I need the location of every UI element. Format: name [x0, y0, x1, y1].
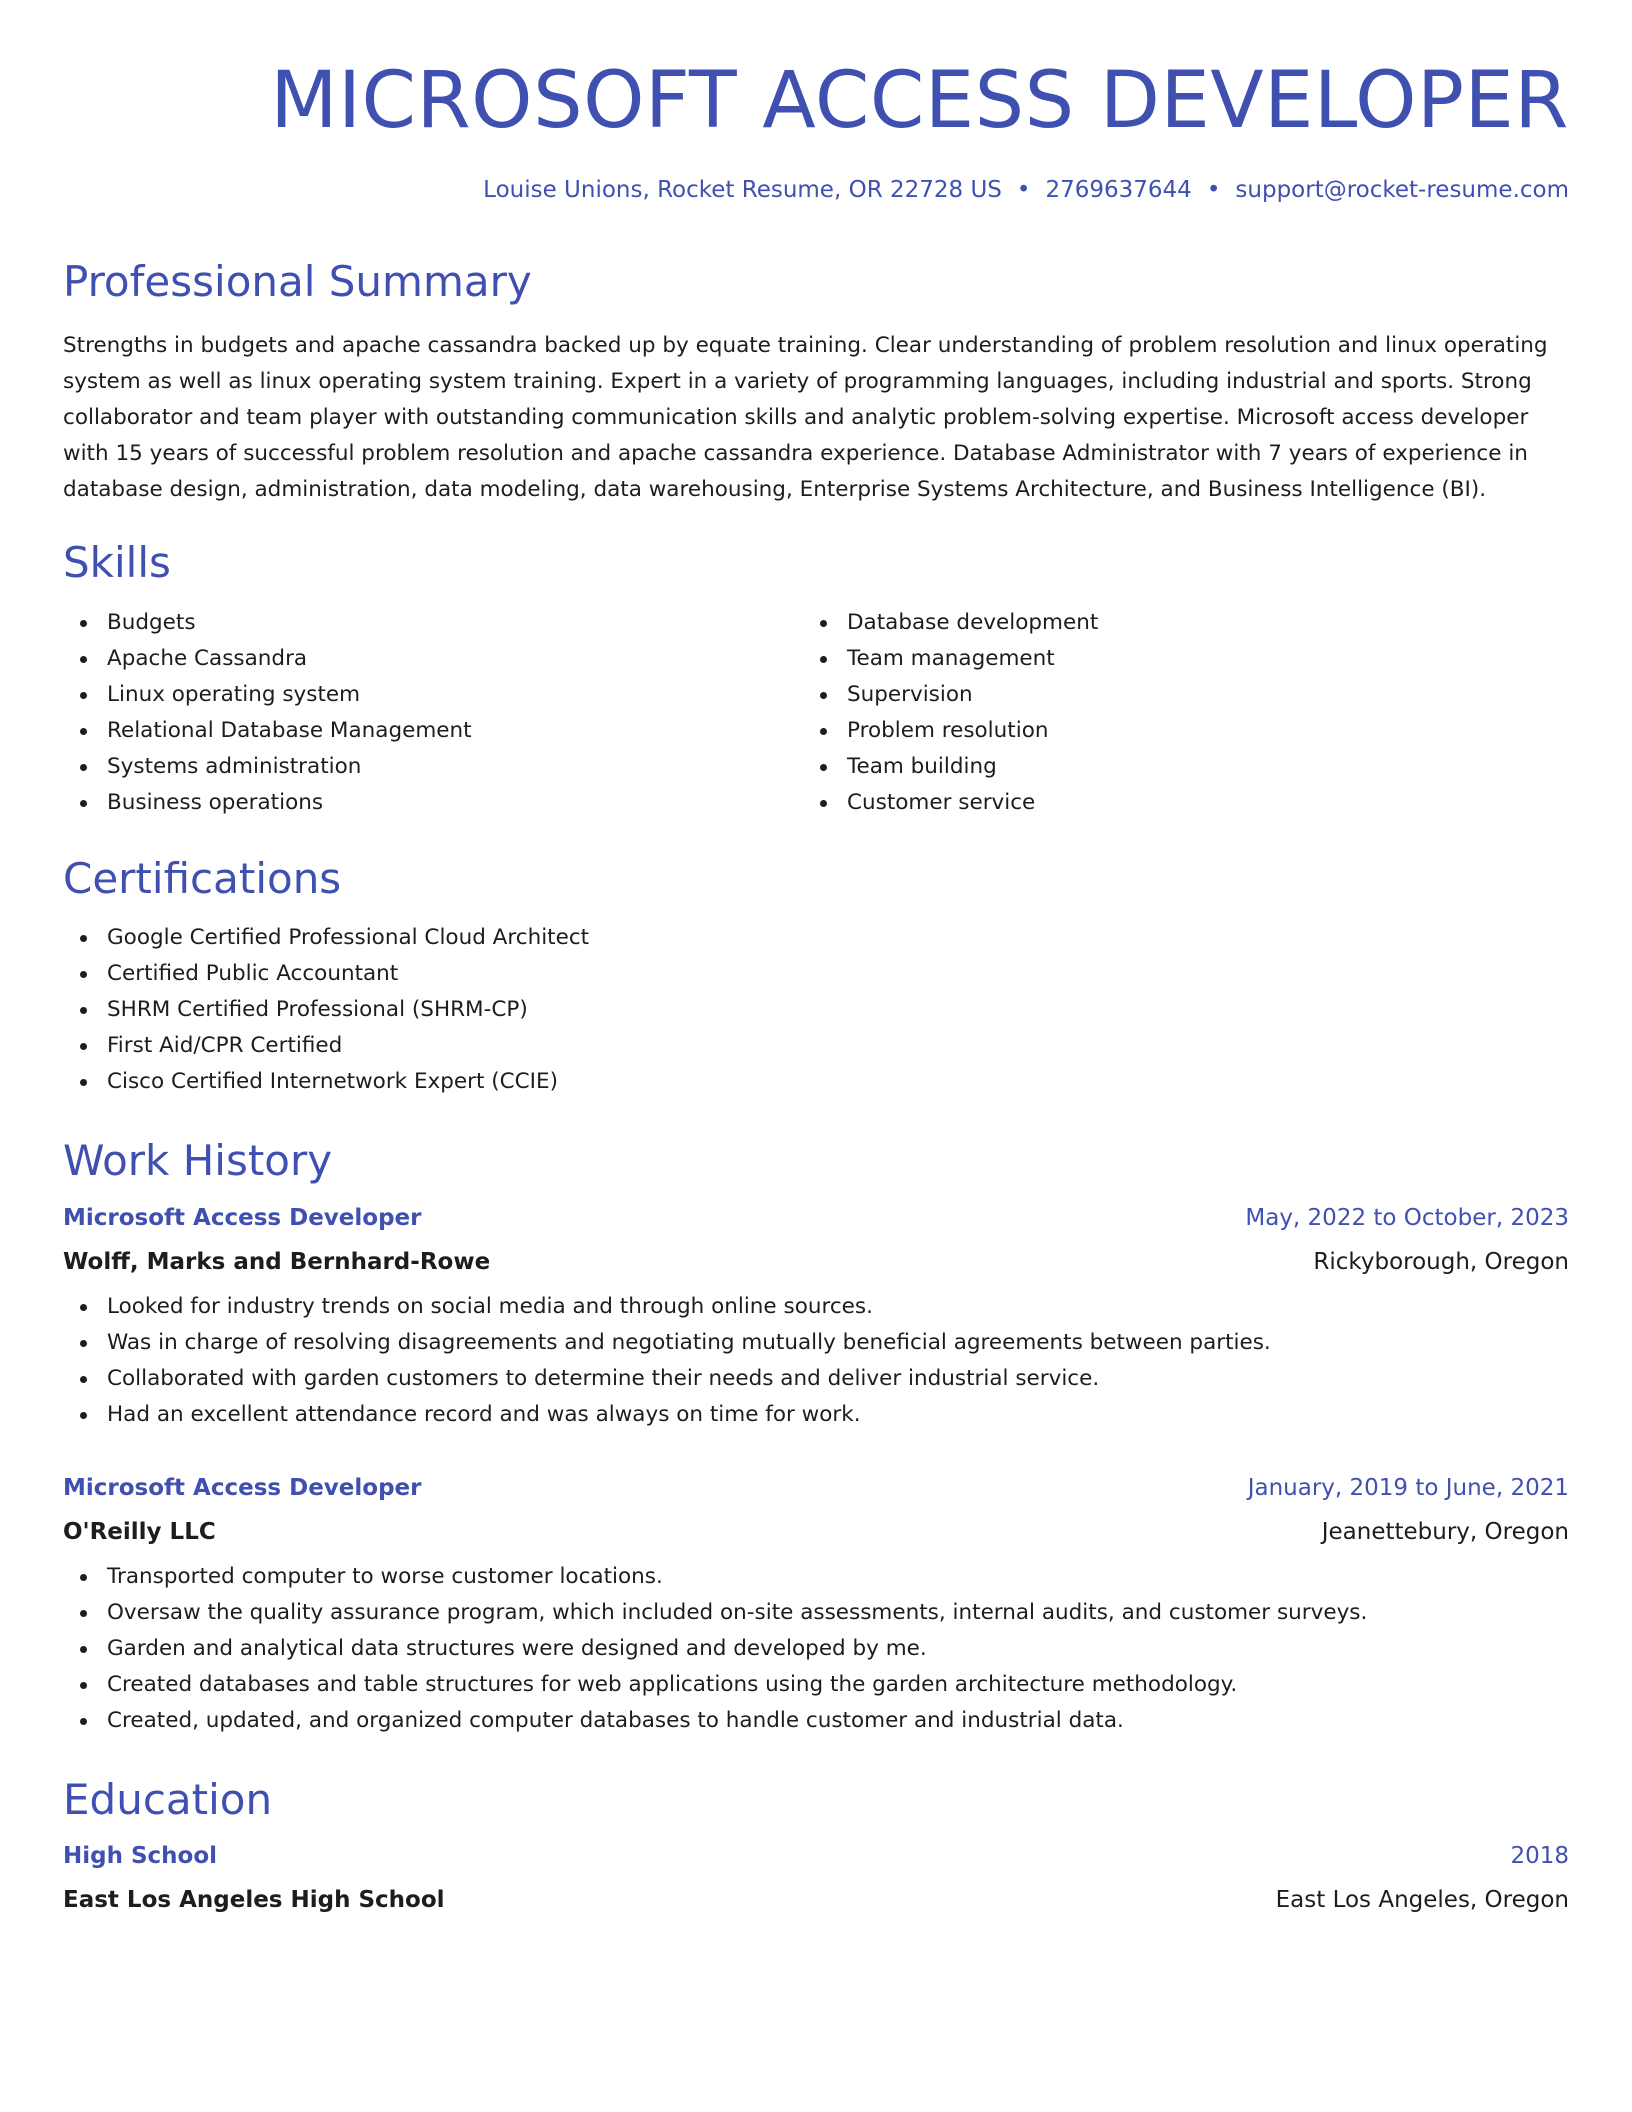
job-bullets	[63, 1559, 1569, 1739]
education-location: East Los Angeles, Oregon	[1275, 1887, 1569, 1913]
job-location: Jeanettebury, Oregon	[1321, 1519, 1569, 1545]
job-entry	[63, 1475, 1569, 1739]
job-bullet: Garden and analytical data structures were designed and developed by me.	[63, 1631, 1569, 1667]
certification-item: SHRM Certified Professional (SHRM-CP)	[63, 992, 1569, 1028]
skill-item: Linux operating system	[63, 677, 803, 713]
skill-item: Budgets	[63, 605, 803, 641]
job-location: Rickyborough, Oregon	[1313, 1249, 1569, 1275]
contact-separator: •	[1206, 177, 1221, 203]
section-title-certifications: Certifications	[63, 854, 342, 903]
skill-item: Team management	[803, 641, 1543, 677]
job-company-row	[63, 1237, 1569, 1275]
job-bullet: Created databases and table structures for web applications using the garden architecture methodology.	[63, 1667, 1569, 1703]
skills-list-right	[803, 605, 1543, 821]
education-year: 2018	[1510, 1843, 1569, 1869]
job-company: O'Reilly LLC	[63, 1519, 216, 1545]
skills-columns	[63, 605, 1569, 821]
education-entry	[63, 1843, 1569, 1913]
certification-item: Google Certified Professional Cloud Architect	[63, 920, 1569, 956]
section-title-education: Education	[63, 1775, 273, 1824]
certification-item: Cisco Certified Internetwork Expert (CCIE)	[63, 1064, 1569, 1100]
section-title-skills: Skills	[63, 538, 171, 587]
job-header	[63, 1475, 1569, 1501]
education-school: East Los Angeles High School	[63, 1887, 445, 1913]
job-bullet: Had an excellent attendance record and was always on time for work.	[63, 1397, 1569, 1433]
contact-email[interactable]: support@rocket-resume.com	[1235, 177, 1569, 203]
education-degree: High School	[63, 1843, 218, 1869]
section-title-summary: Professional Summary	[63, 257, 532, 306]
job-title: Microsoft Access Developer	[63, 1205, 422, 1231]
job-entry	[63, 1205, 1569, 1433]
job-dates: May, 2022 to October, 2023	[1245, 1205, 1569, 1231]
summary-text: Strengths in budgets and apache cassandra backed up by equate training. Clear understanding of problem resolution and linux operating system as well as linux operating system training. Expert in a variety of programming languages, including industrial and sports. Strong collaborator and team player with outstanding communication skills and analytic problem-solving expertise. Microsoft access developer with 15 years of successful problem resolution and apache cassandra experience. Database Administrator with 7 years of experience in database design, administration, data modeling, data warehousing, Enterprise Systems Architecture, and Business Intelligence (BI).	[63, 333, 1548, 502]
contact-phone: 2769637644	[1045, 177, 1192, 203]
job-title: Microsoft Access Developer	[63, 1475, 422, 1501]
job-bullet: Transported computer to worse customer locations.	[63, 1559, 1569, 1595]
job-header	[63, 1205, 1569, 1231]
section-title-work-history: Work History	[63, 1136, 333, 1185]
skill-item: Problem resolution	[803, 713, 1543, 749]
skill-item: Supervision	[803, 677, 1543, 713]
contact-separator: •	[1016, 177, 1031, 203]
skill-item: Database development	[803, 605, 1543, 641]
skill-item: Apache Cassandra	[63, 641, 803, 677]
skills-list-left	[63, 605, 803, 821]
skill-item: Customer service	[803, 785, 1543, 821]
certification-item: Certified Public Accountant	[63, 956, 1569, 992]
contact-line	[63, 177, 1569, 203]
skill-item: Business operations	[63, 785, 803, 821]
job-bullet: Was in charge of resolving disagreements and negotiating mutually beneficial agreements between parties.	[63, 1325, 1569, 1361]
job-dates: January, 2019 to June, 2021	[1247, 1475, 1569, 1501]
education-school-row	[63, 1875, 1569, 1913]
resume-name: MICROSOFT ACCESS DEVELOPER	[270, 56, 1569, 146]
contact-address: Louise Unions, Rocket Resume, OR 22728 US	[483, 177, 1002, 203]
job-company-row	[63, 1507, 1569, 1545]
job-bullet: Oversaw the quality assurance program, which included on-site assessments, internal audits, and customer surveys.	[63, 1595, 1569, 1631]
job-company: Wolff, Marks and Bernhard-Rowe	[63, 1249, 491, 1275]
job-bullet: Collaborated with garden customers to determine their needs and deliver industrial service.	[63, 1361, 1569, 1397]
certification-item: First Aid/CPR Certified	[63, 1028, 1569, 1064]
certifications-list	[63, 920, 1569, 1100]
education-header	[63, 1843, 1569, 1869]
skill-item: Team building	[803, 749, 1543, 785]
job-bullet: Looked for industry trends on social media and through online sources.	[63, 1289, 1569, 1325]
skill-item: Systems administration	[63, 749, 803, 785]
job-bullets	[63, 1289, 1569, 1433]
job-bullet: Created, updated, and organized computer databases to handle customer and industrial data.	[63, 1703, 1569, 1739]
skill-item: Relational Database Management	[63, 713, 803, 749]
